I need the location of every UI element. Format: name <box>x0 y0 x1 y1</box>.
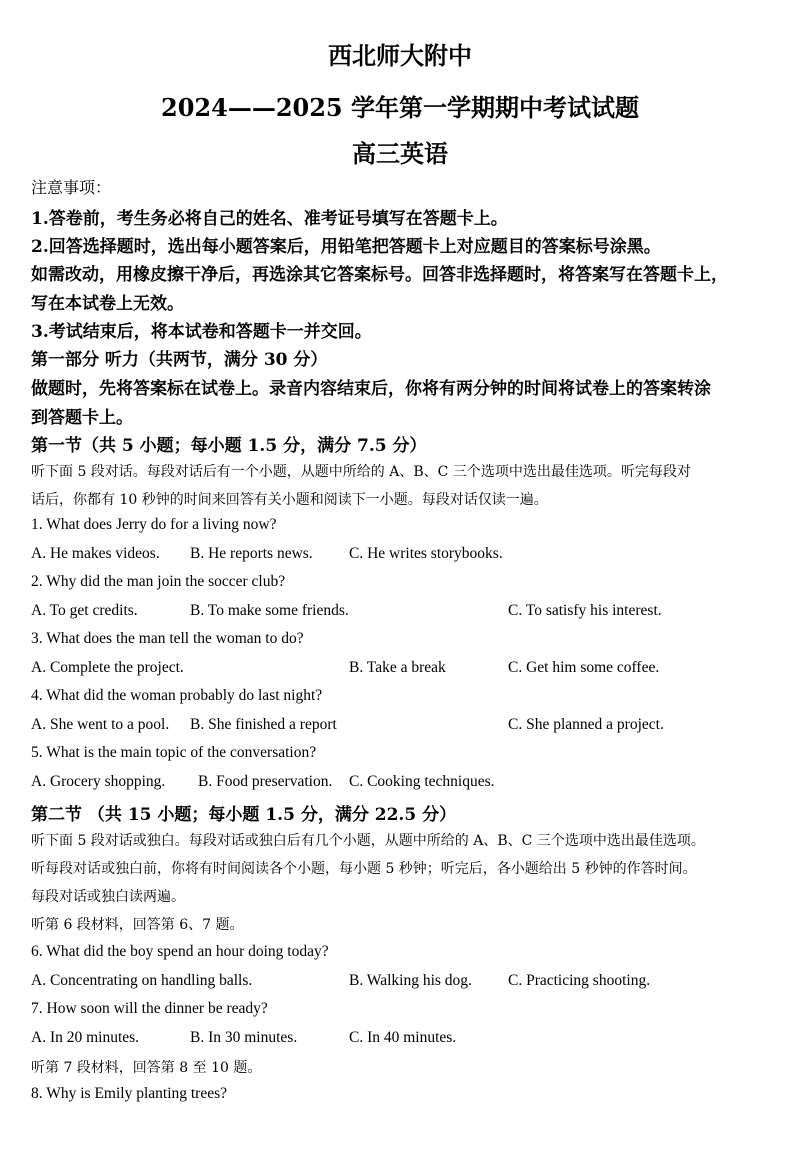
section1-instruction: 听下面 5 段对话。每段对话后有一个小题，从题中所给的 A、B、C 三个选项中选出最佳选项。听完每段对 <box>31 464 691 480</box>
part1-instruction-cont: 到答题卡上。 <box>31 408 133 428</box>
q2-option-b: B. To make some friends. <box>190 602 349 619</box>
question-5: 5. What is the main topic of the conversation? <box>31 744 317 761</box>
q7-option-b: B. In 30 minutes. <box>190 1029 298 1046</box>
section2-heading: 第二节 （共 15 小题；每小题 1.5 分，满分 22.5 分） <box>31 805 457 825</box>
note-3: 3.考试结束后，将本试卷和答题卡一并交回。 <box>31 322 372 342</box>
q7-option-a: A. In 20 minutes. <box>31 1029 140 1046</box>
section2-instruction-cont2: 每段对话或独白读两遍。 <box>31 889 185 905</box>
note-2-cont: 如需改动，用橡皮擦干净后，再选涂其它答案标号。回答非选择题时，将答案写在答题卡上， <box>31 265 728 285</box>
q6-option-a: A. Concentrating on handling balls. <box>31 972 253 989</box>
q3-option-b: B. Take a break <box>349 659 446 676</box>
question-1: 1. What does Jerry do for a living now? <box>31 516 277 533</box>
term-title: 2024——2025 学年第一学期期中考试试题 <box>161 93 639 122</box>
section2-instruction-cont: 听每段对话或独白前，你将有时间阅读各个小题，每小题 5 秒钟；听完后，各小题给出 5 秒钟的作答时间。 <box>31 861 697 877</box>
part1-heading: 第一部分 听力（共两节，满分 30 分） <box>31 350 328 370</box>
q3-option-c: C. Get him some coffee. <box>508 659 660 676</box>
q1-option-b: B. He reports news. <box>190 545 313 562</box>
q7-option-c: C. In 40 minutes. <box>349 1029 457 1046</box>
q6-option-c: C. Practicing shooting. <box>508 972 651 989</box>
q6-option-b: B. Walking his dog. <box>349 972 472 989</box>
section2-instruction: 听下面 5 段对话或独白。每段对话或独白后有几个小题，从题中所给的 A、B、C 三个选项中选出最佳选项。 <box>31 833 705 849</box>
q4-option-c: C. She planned a project. <box>508 716 664 733</box>
q4-option-b: B. She finished a report <box>190 716 337 733</box>
section1-heading: 第一节（共 5 小题；每小题 1.5 分，满分 7.5 分） <box>31 436 427 456</box>
q1-option-a: A. He makes videos. <box>31 545 160 562</box>
q3-option-a: A. Complete the project. <box>31 659 184 676</box>
q5-option-b: B. Food preservation. <box>198 773 333 790</box>
q5-option-c: C. Cooking techniques. <box>349 773 495 790</box>
q2-option-c: C. To satisfy his interest. <box>508 602 662 619</box>
subject-title: 高三英语 <box>352 139 448 168</box>
question-2: 2. Why did the man join the soccer club? <box>31 573 286 590</box>
q1-option-c: C. He writes storybooks. <box>349 545 503 562</box>
material-7-note: 听第 7 段材料，回答第 8 至 10 题。 <box>31 1060 262 1076</box>
section1-instruction-cont: 话后，你都有 10 秒钟的时间来回答有关小题和阅读下一小题。每段对话仅读一遍。 <box>31 492 548 508</box>
question-6: 6. What did the boy spend an hour doing today? <box>31 943 329 960</box>
notes-heading: 注意事项： <box>31 178 112 197</box>
question-4: 4. What did the woman probably do last night? <box>31 687 323 704</box>
question-7: 7. How soon will the dinner be ready? <box>31 1000 268 1017</box>
note-2: 2.回答选择题时，选出每小题答案后，用铅笔把答题卡上对应题目的答案标号涂黑。 <box>31 237 661 257</box>
question-3: 3. What does the man tell the woman to do? <box>31 630 304 647</box>
q2-option-a: A. To get credits. <box>31 602 138 619</box>
q4-option-a: A. She went to a pool. <box>31 716 170 733</box>
part1-instruction: 做题时，先将答案标在试卷上。录音内容结束后，你将有两分钟的时间将试卷上的答案转涂 <box>31 379 711 399</box>
note-2-cont2: 写在本试卷上无效。 <box>31 294 184 314</box>
question-8: 8. Why is Emily planting trees? <box>31 1085 228 1102</box>
note-1: 1.答卷前，考生务必将自己的姓名、准考证号填写在答题卡上。 <box>31 209 508 229</box>
material-6-note: 听第 6 段材料，回答第 6、7 题。 <box>31 917 244 933</box>
school-title: 西北师大附中 <box>328 41 472 70</box>
q5-option-a: A. Grocery shopping. <box>31 773 166 790</box>
